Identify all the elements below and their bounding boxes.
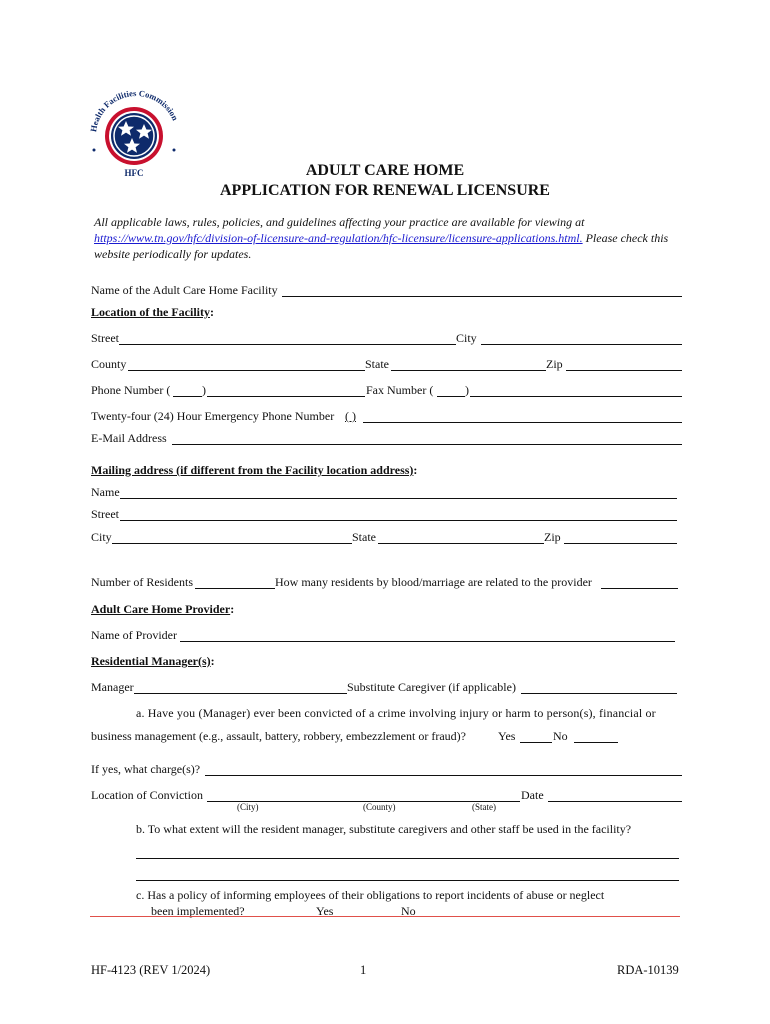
manager-label: Manager <box>91 680 134 694</box>
facility-zip-field[interactable] <box>566 370 682 371</box>
sub-label-state: (State) <box>472 802 496 812</box>
managers-heading-colon: : <box>210 654 215 668</box>
facility-name-field[interactable] <box>282 296 682 297</box>
fax-paren-close: ) <box>465 383 469 397</box>
provider-heading <box>91 602 234 617</box>
location-heading-colon: : <box>209 305 214 319</box>
facility-street-field[interactable] <box>119 344 456 345</box>
related-residents-label: How many residents by blood/marriage are related to the provider <box>275 575 592 589</box>
email-field[interactable] <box>172 444 682 445</box>
location-heading-text: Location of the Facility <box>91 305 210 319</box>
phone-paren-close: ) <box>202 383 206 397</box>
question-a-no-field[interactable] <box>574 742 618 743</box>
fax-label: Fax Number ( <box>366 383 434 397</box>
question-a-yes-label: Yes <box>498 729 516 743</box>
question-a-line2: business management (e.g., assault, battery, robbery, embezzlement or fraud)? <box>91 729 466 743</box>
facility-state-field[interactable] <box>391 370 546 371</box>
emergency-phone-label: Twenty-four (24) Hour Emergency Phone Number <box>91 409 335 423</box>
conviction-date-label: Date <box>521 788 544 802</box>
charges-label: If yes, what charge(s)? <box>91 762 201 776</box>
provider-name-label: Name of Provider <box>91 628 177 642</box>
email-label: E-Mail Address <box>91 431 167 445</box>
managers-heading-text: Residential Manager(s) <box>91 654 211 668</box>
residents-count-field[interactable] <box>195 588 275 589</box>
fax-number-field[interactable] <box>470 396 682 397</box>
conviction-location-label: Location of Conviction <box>91 788 203 802</box>
mailing-zip-field[interactable] <box>564 543 677 544</box>
mailing-heading <box>91 463 417 478</box>
page-number: 1 <box>360 963 367 977</box>
charges-field[interactable] <box>205 775 682 776</box>
rda-code: RDA-10139 <box>617 963 679 977</box>
conviction-date-field[interactable] <box>548 801 682 802</box>
emergency-paren: ( ) <box>345 409 356 423</box>
mailing-street-field[interactable] <box>120 520 677 521</box>
substitute-caregiver-label: Substitute Caregiver (if applicable) <box>347 680 516 694</box>
facility-state-label: State <box>365 357 389 371</box>
licensure-link[interactable]: https://www.tn.gov/hfc/division-of-licensure-and-regulation/hfc-licensure/licensure-applications.html. <box>94 231 583 245</box>
facility-zip-label: Zip <box>546 357 563 371</box>
phone-number-field[interactable] <box>207 396 365 397</box>
mailing-street-label: Street <box>91 507 119 521</box>
svg-text:Health Facilities Commission: Health Facilities Commission <box>88 88 181 133</box>
question-c-line1: c. Has a policy of informing employees of their obligations to report incidents of abuse or neglect <box>136 888 605 902</box>
manager-field[interactable] <box>134 693 347 694</box>
intro-text-after: Please check this website periodically for updates. <box>94 231 669 261</box>
mailing-city-label: City <box>91 530 112 544</box>
substitute-caregiver-field[interactable] <box>521 693 677 694</box>
phone-area-code-field[interactable] <box>173 396 202 397</box>
intro-text <box>94 214 684 262</box>
mailing-city-field[interactable] <box>112 543 352 544</box>
form-number: HF-4123 (REV 1/2024) <box>91 963 211 977</box>
related-residents-field[interactable] <box>601 588 678 589</box>
svg-text:HFC: HFC <box>124 168 144 178</box>
title-line-2: APPLICATION FOR RENEWAL LICENSURE <box>220 182 550 199</box>
provider-name-field[interactable] <box>180 641 675 642</box>
facility-name-label: Name of the Adult Care Home Facility <box>91 283 278 297</box>
question-a-no-label: No <box>553 729 568 743</box>
managers-heading <box>91 654 215 669</box>
mailing-heading-text: Mailing address (if different from the Facility location address) <box>91 463 414 477</box>
sub-label-county: (County) <box>363 802 396 812</box>
question-c-line2: been implemented? <box>151 904 245 918</box>
provider-heading-text: Adult Care Home Provider <box>91 602 231 616</box>
residents-count-label: Number of Residents <box>91 575 193 589</box>
question-c-no-label: No <box>401 904 416 918</box>
question-a-line1: a. Have you (Manager) ever been convicted of a crime involving injury or harm to person(s), financial or <box>136 706 656 720</box>
fax-area-code-field[interactable] <box>437 396 465 397</box>
question-c-yes-label: Yes <box>316 904 334 918</box>
question-a-yes-field[interactable] <box>520 742 552 743</box>
footer-divider-line <box>90 916 680 917</box>
sub-label-city: (City) <box>237 802 259 812</box>
emergency-phone-field[interactable] <box>363 422 682 423</box>
question-b-answer-line-2[interactable] <box>136 880 679 881</box>
facility-city-field[interactable] <box>481 344 682 345</box>
facility-street-label: Street <box>91 331 119 345</box>
mailing-state-field[interactable] <box>378 543 544 544</box>
facility-county-field[interactable] <box>128 370 365 371</box>
title-line-1: ADULT CARE HOME <box>305 162 465 179</box>
location-heading <box>91 305 214 320</box>
mailing-zip-label: Zip <box>544 530 561 544</box>
intro-text-before: All applicable laws, rules, policies, and guidelines affecting your practice are available for viewing at <box>94 215 585 229</box>
mailing-name-field[interactable] <box>120 498 677 499</box>
question-b-answer-line-1[interactable] <box>136 858 679 859</box>
mailing-name-label: Name <box>91 485 120 499</box>
facility-city-label: City <box>456 331 477 345</box>
question-b-text: b. To what extent will the resident manager, substitute caregivers and other staff be used in the facility? <box>136 822 632 836</box>
facility-county-label: County <box>91 357 127 371</box>
phone-label: Phone Number ( <box>91 383 171 397</box>
mailing-state-label: State <box>352 530 376 544</box>
provider-heading-colon: : <box>230 602 235 616</box>
mailing-heading-colon: : <box>413 463 418 477</box>
